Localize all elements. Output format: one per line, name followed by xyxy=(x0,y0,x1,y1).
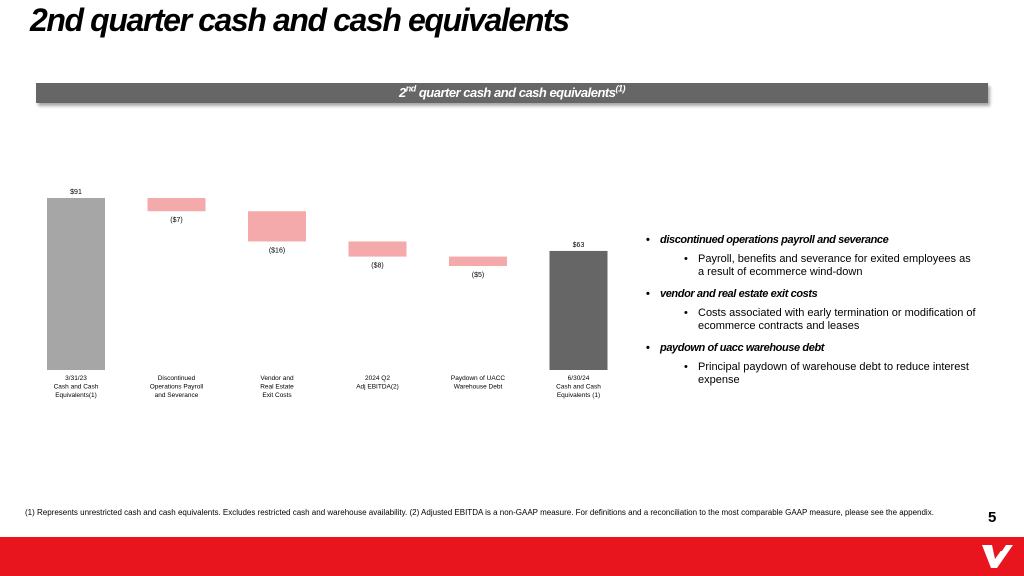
bullet-detail-3: • Principal paydown of warehouse debt to reduce interest expense xyxy=(646,361,976,387)
category-label-6-line-3: Equivalents (1) xyxy=(556,392,601,399)
chart-banner: 2nd quarter cash and cash equivalents$^{(1)}$ xyxy=(36,83,988,103)
data-label-5: ($5) xyxy=(471,272,485,280)
bullet-list xyxy=(646,234,976,396)
waterfall-chart xyxy=(0,0,640,420)
data-label-4: ($8) xyxy=(371,262,384,270)
category-label-4-line-2: Adj EBITDA(2) xyxy=(356,383,399,391)
bullet-detail-1: • Payroll, benefits and severance for exited employees as a result of ecommerce wind-down xyxy=(646,253,976,279)
data-label-6: $63 xyxy=(572,241,585,249)
category-label-5-line-2: Warehouse Debt xyxy=(453,383,503,391)
category-label-3-line-2: Real Estate xyxy=(260,383,294,391)
category-label-3-line-3: Exit Costs xyxy=(262,392,292,399)
footer-bar xyxy=(0,537,1024,576)
bullet-heading-1: • discontinued operations payroll and severance xyxy=(646,234,976,246)
bullet-heading-2: • vendor and real estate exit costs xyxy=(646,288,976,300)
bar-1 xyxy=(47,198,105,370)
data-label-2: ($7) xyxy=(170,217,183,225)
category-label-3-line-1: Vendor and xyxy=(260,375,294,382)
bar-4 xyxy=(349,241,407,256)
category-label-2-line-3: and Severance xyxy=(154,392,199,399)
category-label-1-line-1: 3/31/23 xyxy=(65,375,87,382)
category-label-2-line-1: Discontinued xyxy=(157,375,196,382)
bar-5 xyxy=(449,257,507,266)
category-label-1-line-3: Equivalents(1) xyxy=(55,392,97,399)
category-label-2-line-2: Operations Payroll xyxy=(149,383,204,391)
category-label-6-line-1: 6/30/24 xyxy=(567,375,590,382)
bullet-heading-3: • paydown of uacc warehouse debt xyxy=(646,342,976,354)
category-label-5-line-1: Paydown of UACC xyxy=(450,375,506,382)
page-number: 5 xyxy=(988,509,997,526)
category-label-1-line-2: Cash and Cash xyxy=(53,383,99,391)
bar-6 xyxy=(550,251,608,370)
bar-2 xyxy=(148,198,206,211)
page-title: 2nd quarter cash and cash equivalents xyxy=(30,2,569,38)
bar-3 xyxy=(248,211,306,241)
category-label-6-line-2: Cash and Cash xyxy=(556,383,601,391)
category-label-4-line-1: 2024 Q2 xyxy=(365,375,390,382)
footnote: (1) Represents unrestricted cash and cash equivalents. Excludes restricted cash and warehouse availability. (2) Adjusted EBITDA is a non-GAAP measure. For definitions and a reconciliation to the most comparable GAAP measure, please see the appendix. xyxy=(25,508,934,517)
bullet-detail-2: • Costs associated with early termination or modification of ecommerce contracts and leases xyxy=(646,307,976,333)
data-label-1: $91 xyxy=(70,189,82,196)
data-label-3: ($16) xyxy=(268,247,286,255)
vroom-v-logo-icon xyxy=(980,541,1014,571)
